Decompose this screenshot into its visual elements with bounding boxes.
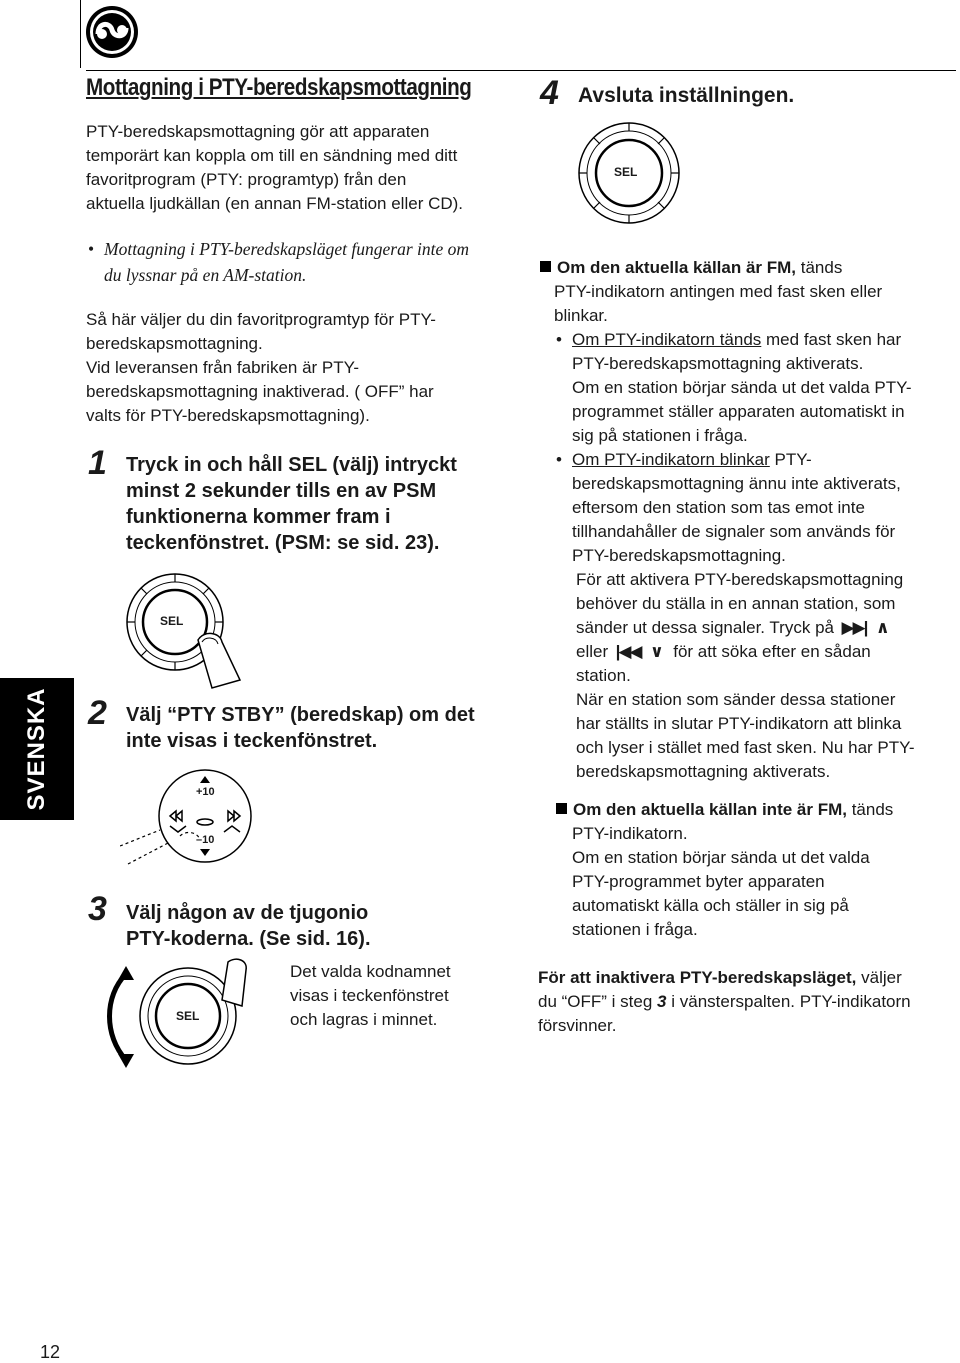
note-line: du lyssnar på en AM-station.	[104, 265, 307, 285]
nonfm-heading: Om den aktuella källan inte är FM, tänds	[556, 798, 956, 822]
caption-line: visas i teckenfönstret	[290, 986, 449, 1005]
step-3-text	[126, 900, 371, 952]
step-line: Tryck in och håll SEL (välj) intryckt	[126, 454, 457, 476]
knob-label: SEL	[614, 165, 638, 179]
favorite-paragraph	[86, 308, 436, 428]
fm-heading: Om den aktuella källan är FM, tänds	[540, 256, 950, 280]
fm-bullet-2: • Om PTY-indikatorn blinkar PTY- beredskapsmottagning ännu inte aktiverats, eftersom den station som tas emot inte tillhandahåller de signaler som används för PTY-beredskapsmottagning.	[556, 450, 901, 565]
step-line: teckenfönstret. (PSM: se sid. 23).	[126, 532, 440, 554]
step-4-text: Avsluta inställningen.	[578, 84, 795, 107]
nonfm-section: Om den aktuella källan inte är FM, tänds PTY-indikatorn. Om en station börjar sända ut det valda PTY-programmet byter apparaten automatiskt källa och ställer in sig på stationen i fråga.	[556, 798, 956, 942]
page-number: 12	[40, 1342, 61, 1362]
skip-forward-icon: ▶▶|	[838, 618, 867, 637]
step-line: Välj någon av de tjugonio	[126, 902, 369, 924]
am-note	[88, 236, 470, 288]
intro-line: PTY-beredskapsmottagning gör att apparaten	[86, 122, 430, 141]
language-tab	[0, 678, 74, 820]
bullet-dot: •	[556, 330, 562, 349]
para-line: Så här väljer du din favoritprogramtyp för PTY-	[86, 310, 436, 329]
minus10-label: –10	[196, 834, 215, 846]
control-pad-illustration	[120, 768, 270, 878]
para-line: beredskapsmottagning inaktiverad. ( OFF” har	[86, 382, 434, 401]
intro-paragraph	[86, 120, 463, 216]
fm-section	[540, 256, 950, 784]
step-2-number: 2	[88, 694, 107, 732]
para-line: valts för PTY-beredskapsmottagning).	[86, 406, 370, 425]
chevron-down-icon: ∨	[645, 642, 669, 661]
para-line: Vid leveransen från fabriken är PTY-	[86, 358, 360, 377]
fm-line: PTY-indikatorn antingen med fast sken eller	[554, 282, 883, 301]
para-line: beredskapsmottagning.	[86, 334, 263, 353]
caption-line: Det valda kodnamnet	[290, 962, 451, 981]
intro-line: favoritprogram (PTY: programtyp) från den	[86, 170, 407, 189]
square-bullet-icon	[556, 803, 567, 814]
step-3-number: 3	[88, 890, 107, 928]
fm-line: blinkar.	[554, 306, 608, 325]
step-reference: 3	[657, 992, 667, 1011]
step-1-number: 1	[88, 444, 107, 482]
step-line: PTY-koderna. (Se sid. 16).	[126, 928, 371, 950]
step-line: inte visas i teckenfönstret.	[126, 730, 378, 752]
step-1-text	[126, 452, 457, 556]
step-line: minst 2 sekunder tills en av PSM	[126, 480, 437, 502]
sel-knob-press-illustration	[120, 570, 260, 690]
plus10-label: +10	[196, 786, 215, 798]
deactivate-paragraph: För att inaktivera PTY-beredskapsläget, väljer du “OFF” i steg 3 i vänsterspalten. PTY-indikatorn försvinner.	[538, 968, 911, 1035]
chevron-up-icon: ∧	[871, 618, 890, 637]
header-rule	[86, 70, 956, 71]
header-frame	[80, 0, 960, 68]
knob-label: SEL	[160, 614, 184, 628]
step-2-text	[126, 702, 475, 754]
caption-line: och lagras i minnet.	[290, 1010, 438, 1029]
bullet-dot: •	[88, 239, 95, 259]
fm-bullet-1: • Om PTY-indikatorn tänds med fast sken har PTY-beredskapsmottagning aktiverats. Om en station börjar sända ut det valda PTY- programmet ställer apparaten automatiskt in sig på stationen i fråga.	[556, 330, 912, 445]
logo-icon	[84, 4, 140, 60]
language-tab-label: SVENSKA	[23, 687, 50, 811]
step-line: funktionerna kommer fram i	[126, 506, 391, 528]
bullet-dot: •	[556, 450, 562, 469]
note-line: Mottagning i PTY-beredskapsläget fungerar inte om	[104, 239, 470, 259]
square-bullet-icon	[540, 261, 551, 272]
knob-label: SEL	[176, 1009, 200, 1023]
intro-line: temporärt kan koppla om till en sändning med ditt	[86, 146, 458, 165]
step-4-number: 4	[540, 74, 559, 112]
skip-back-icon: |◀◀	[612, 642, 641, 661]
page-title: Mottagning i PTY-beredskapsmottagning	[86, 74, 472, 101]
fm-sub-paragraph: För att aktivera PTY-beredskapsmottagning behöver du ställa in en annan station, som sänder ut dessa signaler. Tryck på ▶▶| ∧ eller |◀◀ ∨ för att söka efter en sådan station. När en station som sänder dessa stationer har ställts in slutar PTY-indikatorn att blinka och lyser i stället med fast sken. Nu har PTY- beredskapsmottagning aktiverats.	[576, 570, 915, 781]
intro-line: aktuella ljudkällan (en annan FM-station eller CD).	[86, 194, 464, 213]
step-line: Välj “PTY STBY” (beredskap) om det	[126, 704, 475, 726]
step-3-caption	[290, 960, 451, 1032]
